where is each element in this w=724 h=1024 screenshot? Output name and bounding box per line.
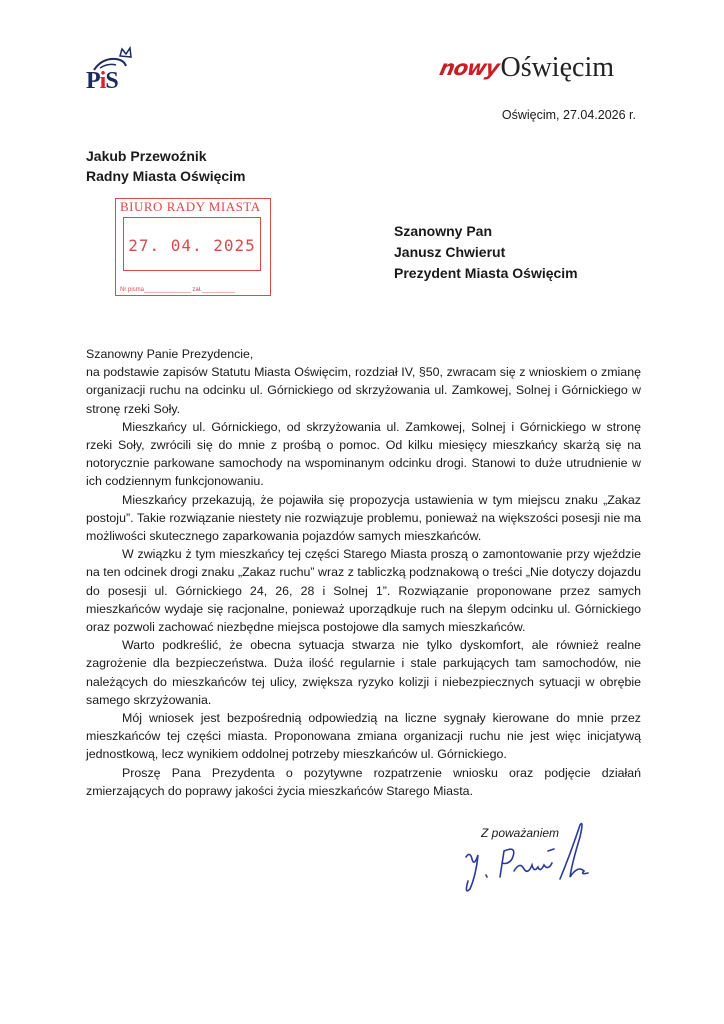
letter-paragraph: na podstawie zapisów Statutu Miasta Oświęcim, rozdział IV, §50, zwracam się z wnioskiem o zmianę organizacji ruchu na odcinku ul. Górnickiego od skrzyżowania ul. Zamkowej, Solnej i Górnickiego w stronę rzeki Soły. bbox=[86, 365, 641, 416]
letter-paragraph: Mieszkańcy ul. Górnickiego, od skrzyżowania ul. Zamkowej, Solnej i Górnickiego w stronę rzeki Soły, zwrócili się do mnie z prośbą o pomoc. Od kilku miesięcy mieszkańcy skarżą się na notorycznie parkowane samochody na wspominanym odcinku drogi. Stanowi to duże utrudnienie w ich codziennym funkcjonowaniu. bbox=[86, 419, 641, 489]
date-line: Oświęcim, 27.04.2026 r. bbox=[501, 108, 636, 122]
letter-body bbox=[86, 345, 641, 800]
stamp-date: 27. 04. 2025 bbox=[128, 236, 256, 255]
closing-phrase: Z poważaniem bbox=[481, 826, 560, 840]
sender-name: Jakub Przewoźnik bbox=[86, 148, 207, 164]
recipient-block bbox=[394, 221, 578, 284]
recipient-salutation: Szanowny Pan bbox=[394, 223, 493, 239]
letter-paragraph: W związku ż tym mieszkańcy tej części Starego Miasta proszą o zamontowanie przy wjeździe na ten odcinek drogi znaku „Zakaz ruchu” wraz z tabliczką podznakową o treści „Nie dotyczy dojazdu do posesji ul. Górnickiego 24, 26, 28 i Solnej 1”. Rozwiązanie proponowane przez samych mieszkańców wydaje się racjonalne, ponieważ uporządkuje ruch na ślepym odcinku ul. Górnickiego oraz pozwoli zachować niezbędne miejsca postojowe dla samych mieszkańców. bbox=[86, 547, 641, 635]
received-stamp bbox=[115, 198, 271, 296]
recipient-name: Janusz Chwierut bbox=[394, 244, 506, 260]
letter-paragraph: Mieszkańcy przekazują, że pojawiła się propozycja ustawienia w tym miejscu znaku „Zakaz postoju”. Takie rozwiązanie niestety nie rozwiązuje problemu, ponieważ na większości posesji nie ma możliwości skutecznego zaparkowania pojazdów samych mieszkańców. bbox=[86, 492, 641, 544]
letter-paragraph: Mój wniosek jest bezpośrednią odpowiedzią na liczne sygnały kierowane do mnie przez mieszkańców tej części miasta. Proponowana zmiana organizacji ruchu nie jest więc inicjatywą jednostkową, lecz wynikiem oddolnej potrzeby mieszkańców ul. Górnickiego. bbox=[86, 711, 641, 762]
nowy-oswiecim-logo bbox=[437, 50, 614, 86]
pis-logo bbox=[86, 46, 136, 96]
letter-salutation: Szanowny Panie Prezydencie, bbox=[86, 347, 254, 361]
handwritten-signature bbox=[452, 815, 612, 895]
pis-logo-text: PiS bbox=[86, 68, 118, 94]
letter-paragraph: Warto podkreślić, że obecna sytuacja stwarza nie tylko dyskomfort, ale również realne zagrożenie dla bezpieczeństwa. Duża ilość regularnie i stale parkujących tam samochodów, nie należących do mieszkańców tej ulicy, zwiększa ryzyko kolizji i niebezpiecznych sytuacji w obrębie samego skrzyżowania. bbox=[86, 638, 641, 707]
stamp-footer: Nr pisma______________ zał.__________ bbox=[120, 287, 236, 293]
stamp-title: BIURO RADY MIASTA bbox=[120, 199, 261, 214]
recipient-title: Prezydent Miasta Oświęcim bbox=[394, 265, 578, 281]
stamp-inner-box bbox=[123, 217, 261, 271]
letter-paragraph: Proszę Pana Prezydenta o pozytywne rozpatrzenie wniosku oraz podjęcie działań zmierzających do poprawy jakości życia mieszkańców Starego Miasta. bbox=[86, 765, 641, 798]
nowy-script: nowy bbox=[437, 56, 502, 80]
sender-block bbox=[86, 146, 246, 186]
logo-city-name: Oświęcim bbox=[500, 52, 614, 83]
sender-title: Radny Miasta Oświęcim bbox=[86, 168, 246, 184]
